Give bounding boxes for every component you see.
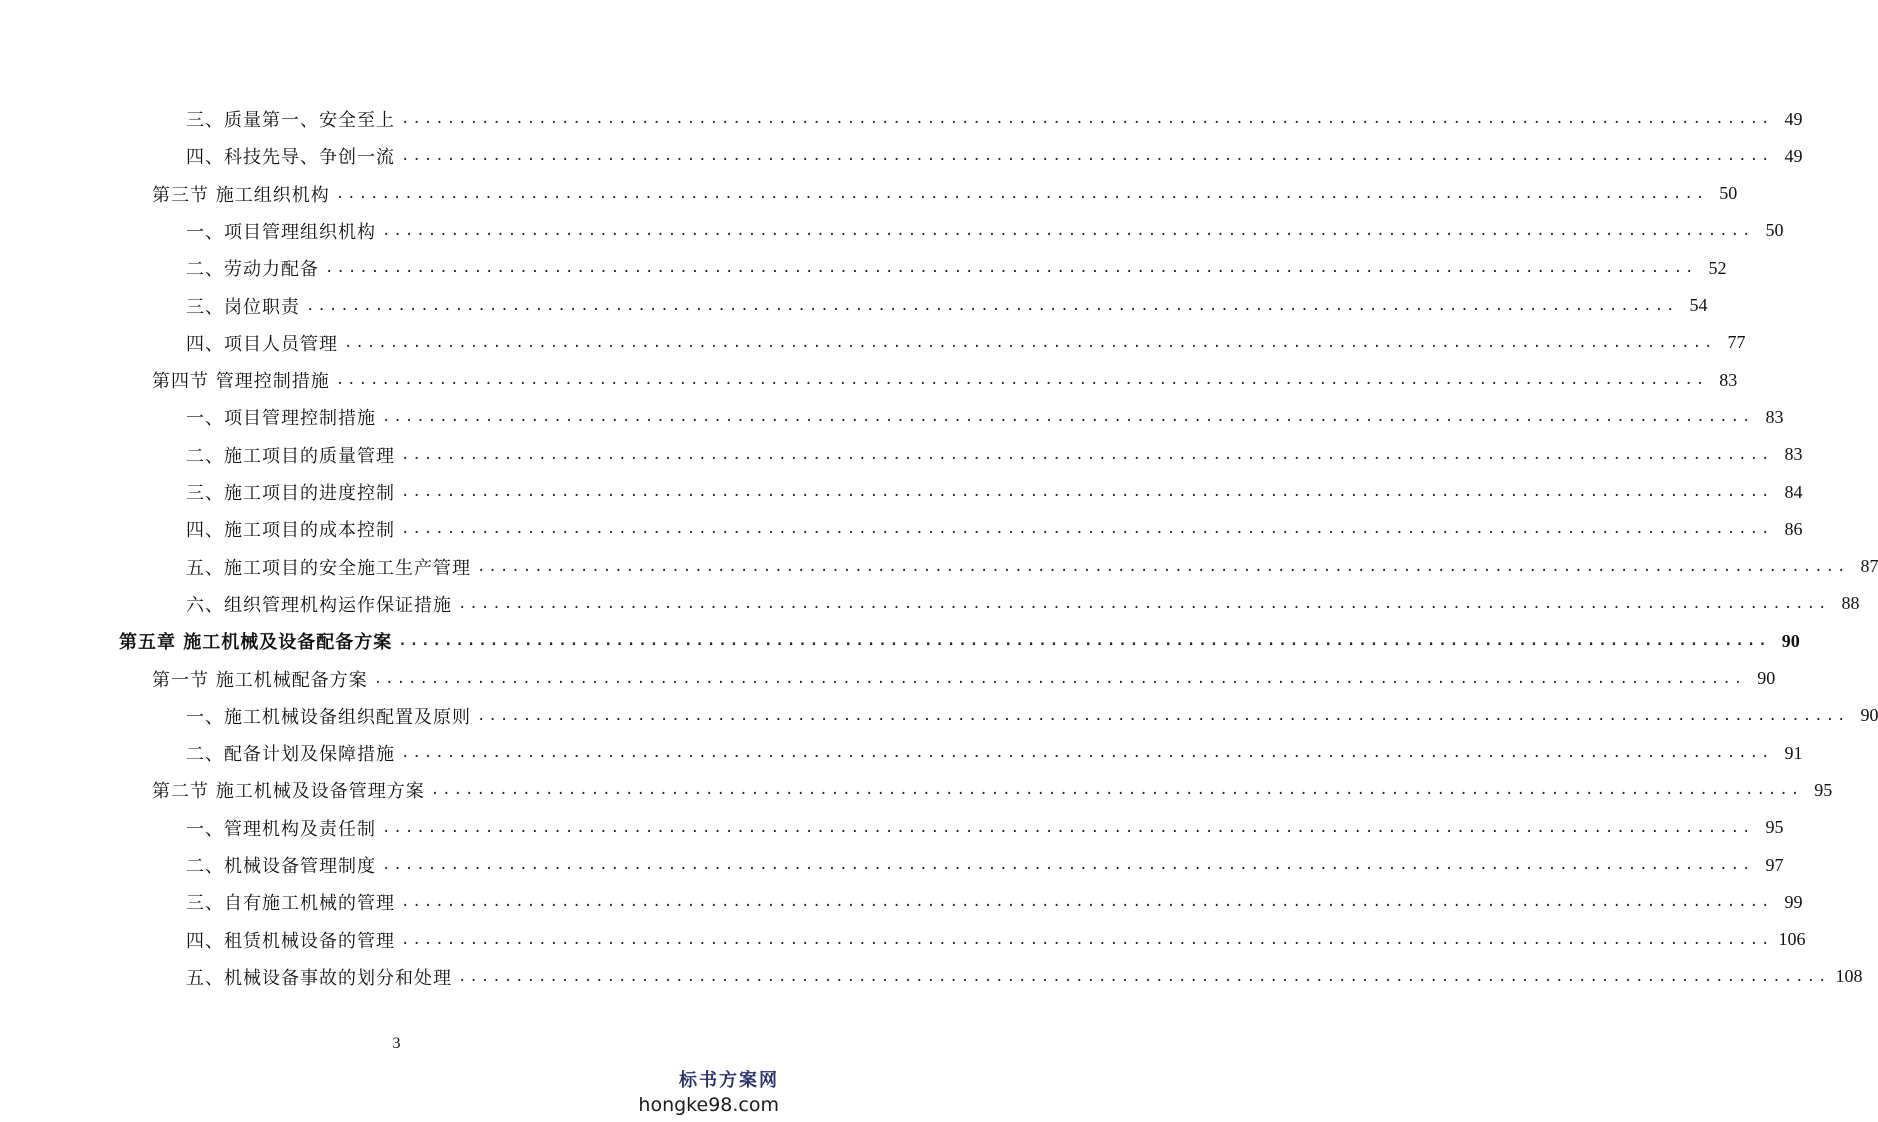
toc-entry[interactable]: [0, 553, 1878, 581]
toc-entry-title: 二、配备计划及保障措施: [186, 744, 395, 766]
toc-entry[interactable]: [0, 963, 1863, 991]
toc-leader-dots: ........................................................................................................................: [458, 968, 1830, 985]
toc-entry-title: 四、科技先导、争创一流: [186, 147, 395, 169]
toc-entry-page: 54: [1689, 295, 1708, 315]
toc-entry[interactable]: [0, 105, 1803, 133]
toc-entry-title: 五、施工项目的安全施工生产管理: [186, 557, 471, 579]
toc-leader-dots: ........................................................................................................................: [382, 409, 1754, 426]
page-number: 3: [392, 1035, 401, 1052]
toc-entry-title: 四、租赁机械设备的管理: [186, 930, 395, 952]
toc-leader-dots: ........................................................................................................................: [401, 931, 1773, 948]
toc-entry-title: 第五章 施工机械及设备配备方案: [119, 632, 393, 654]
toc-entry-page: 90: [1757, 668, 1776, 688]
toc-entry-title: 二、劳动力配备: [186, 259, 319, 281]
toc-entry-page: 49: [1784, 145, 1803, 166]
toc-entry-title: 二、机械设备管理制度: [186, 856, 376, 877]
toc-entry-page: 84: [1784, 481, 1803, 502]
toc-entry[interactable]: [0, 702, 1878, 730]
toc-entry-page: 97: [1765, 854, 1784, 875]
toc-leader-dots: ........................................................................................................................: [306, 297, 1678, 314]
toc-entry-title: 第二节 施工机械及设备管理方案: [152, 781, 425, 803]
toc-entry[interactable]: [0, 665, 1776, 693]
toc-entry[interactable]: [0, 515, 1803, 543]
toc-entry-title: 一、施工机械设备组织配置及原则: [186, 706, 471, 728]
toc-leader-dots: ........................................................................................................................: [401, 894, 1773, 911]
toc-entry-page: 99: [1784, 891, 1803, 912]
toc-entry-page: 83: [1765, 406, 1784, 427]
toc-entry-title: 第三节 施工组织机构: [152, 184, 330, 206]
toc-leader-dots: ........................................................................................................................: [430, 782, 1803, 799]
toc-leader-dots: ........................................................................................................................: [325, 260, 1697, 277]
toc-entry[interactable]: [0, 776, 1833, 804]
toc-entry-page: 108: [1835, 966, 1863, 987]
toc-leader-dots: ........................................................................................................................: [401, 484, 1773, 500]
toc-entry-title: 六、组织管理机构运作保证措施: [186, 594, 452, 616]
toc-leader-dots: ........................................................................................................................: [401, 111, 1773, 127]
toc-entry[interactable]: [0, 403, 1784, 431]
toc-entry-title: 三、自有施工机械的管理: [186, 893, 395, 915]
toc-entry-title: 四、施工项目的成本控制: [186, 520, 395, 542]
toc-leader-dots: ........................................................................................................................: [382, 819, 1754, 836]
toc-entry[interactable]: [0, 851, 1784, 879]
toc-entry-title: 一、管理机构及责任制: [186, 818, 376, 840]
toc-entry-title: 一、项目管理控制措施: [186, 408, 376, 430]
toc-leader-dots: ........................................................................................................................: [335, 372, 1708, 389]
toc-entry[interactable]: [0, 292, 1708, 320]
watermark-url: hongke98.com: [638, 1094, 779, 1116]
toc-entry-page: 95: [1814, 779, 1833, 800]
toc-leader-dots: ........................................................................................................................: [477, 558, 1849, 575]
toc-leader-dots: ........................................................................................................................: [373, 670, 1746, 687]
toc-entry[interactable]: [0, 926, 1806, 954]
toc-entry-title: 一、项目管理组织机构: [186, 221, 376, 243]
toc-leader-dots: ........................................................................................................................: [335, 185, 1708, 202]
toc-entry[interactable]: [0, 142, 1803, 170]
toc-entry-page: 83: [1784, 444, 1803, 465]
toc-entry[interactable]: [0, 814, 1784, 842]
toc-entry-page: 77: [1727, 332, 1746, 353]
toc-entry-page: 91: [1784, 742, 1803, 763]
toc-entry[interactable]: [0, 366, 1738, 394]
toc-entry[interactable]: [0, 478, 1803, 506]
toc-entry[interactable]: [0, 254, 1727, 282]
toc-entry-title: 第一节 施工机械配备方案: [152, 669, 368, 691]
toc-entry-page: 50: [1765, 220, 1784, 241]
toc-entry-title: 四、项目人员管理: [186, 333, 338, 355]
toc-entry-page: 90: [1781, 630, 1800, 651]
watermark-title: 标书方案网: [679, 1070, 779, 1091]
toc-entry[interactable]: [0, 739, 1803, 767]
toc-entry-title: 三、岗位职责: [186, 296, 300, 318]
toc-entry[interactable]: [0, 627, 1800, 655]
toc-entry-page: 95: [1765, 817, 1784, 838]
toc-leader-dots: ........................................................................................................................: [401, 148, 1773, 165]
toc-leader-dots: ........................................................................................................................: [344, 334, 1716, 351]
toc-leader-dots: ........................................................................................................................: [401, 521, 1773, 538]
toc-entry-title: 第四节 管理控制措施: [152, 371, 330, 393]
toc-entry-title: 三、质量第一、安全至上: [186, 110, 395, 131]
toc-entry-title: 五、机械设备事故的划分和处理: [186, 967, 452, 989]
toc-leader-dots: ........................................................................................................................: [458, 595, 1830, 612]
toc-leader-dots: ........................................................................................................................: [401, 446, 1773, 463]
toc-leader-dots: ........................................................................................................................: [382, 222, 1754, 239]
toc-entry-title: 三、施工项目的进度控制: [186, 483, 395, 504]
toc-entry[interactable]: [0, 180, 1738, 208]
toc-entry-page: 90: [1860, 705, 1878, 726]
watermark: [638, 1066, 779, 1116]
toc-leader-dots: ........................................................................................................................: [477, 707, 1849, 724]
toc-leader-dots: ........................................................................................................................: [401, 745, 1773, 762]
toc-entry-page: 50: [1719, 183, 1738, 204]
toc-entry-page: 88: [1841, 593, 1860, 614]
toc-leader-dots: ........................................................................................................................: [382, 857, 1754, 873]
toc-entry-page: 49: [1784, 108, 1803, 129]
toc-entry[interactable]: [0, 888, 1803, 916]
toc-entry[interactable]: [0, 590, 1860, 618]
toc-entry-page: 106: [1778, 929, 1806, 950]
toc-entry-page: 86: [1784, 518, 1803, 539]
toc-leader-dots: ........................................................................................................................: [398, 633, 1770, 650]
toc-entry-page: 83: [1719, 369, 1738, 390]
toc-entry[interactable]: [0, 217, 1784, 245]
toc-entry-title: 二、施工项目的质量管理: [186, 445, 395, 467]
toc-entry[interactable]: [0, 441, 1803, 469]
toc-entry-page: 87: [1860, 556, 1878, 577]
toc-entry-page: 52: [1708, 257, 1727, 278]
toc-entry[interactable]: [0, 329, 1746, 357]
